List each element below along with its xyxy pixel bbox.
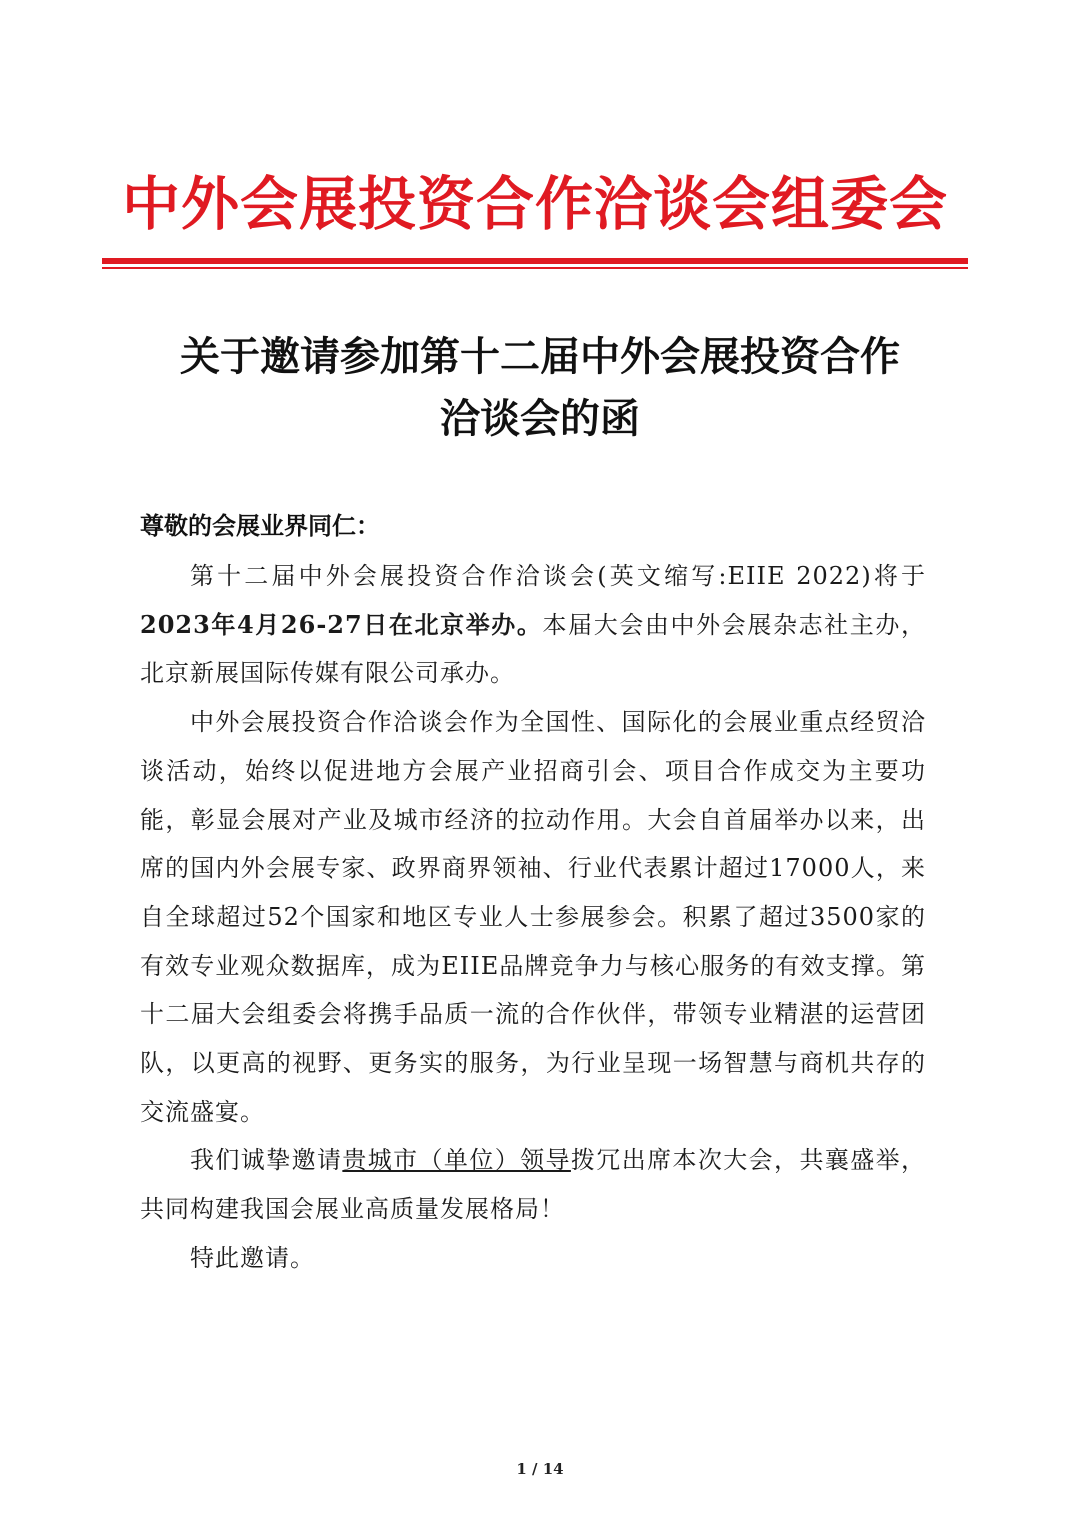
masthead-divider-thick: [102, 258, 968, 264]
paragraph-event-announcement: [140, 552, 926, 698]
paragraph-1-text-a: 第十二届中外会展投资合作洽谈会(英文缩写:EIIE 2022)将于: [190, 562, 926, 590]
document-title-line-1: 关于邀请参加第十二届中外会展投资合作: [180, 333, 900, 380]
invitee-underlined: 贵城市（单位）领导: [342, 1146, 571, 1175]
letter-body: [140, 552, 926, 1283]
paragraph-3-text-a: 我们诚挚邀请: [190, 1146, 343, 1175]
paragraph-invitation: [140, 1136, 926, 1233]
document-title: [120, 326, 960, 450]
paragraph-closing: 特此邀请。: [190, 1243, 315, 1272]
event-date-location: 2023年4月26-27日在北京举办。: [140, 609, 543, 639]
paragraph-event-description: 中外会展投资合作洽谈会作为全国性、国际化的会展业重点经贸洽谈活动，始终以促进地方会展产业招商引会、项目合作成交为主要功能，彰显会展对产业及城市经济的拉动作用。大会自首届举办以来，出席的国内外会展专家、政界商界领袖、行业代表累计超过17000人，来自全球超过52个国家和地区专业人士参展参会。积累了超过3500家的有效专业观众数据库，成为EIIE品牌竞争力与核心服务的有效支撑。第十二届大会组委会将携手品质一流的合作伙伴，带领专业精湛的运营团队，以更高的视野、更务实的服务，为行业呈现一场智慧与商机共存的交流盛宴。: [140, 708, 926, 1126]
paragraph-3-text-b: 拨冗出席本次大会，共襄盛举，共同构建我国会展业高质量发展格局！: [140, 1146, 927, 1224]
page-number: 1 / 14: [516, 1460, 564, 1478]
paragraph-1-text-b: 本届大会由中外会展杂志社主办，北京新展国际传媒有限公司承办。: [140, 610, 926, 688]
salutation: 尊敬的会展业界同仁：: [140, 512, 380, 540]
document-title-line-2: 洽谈会的函: [440, 395, 640, 442]
masthead-divider-thin: [102, 267, 968, 269]
organization-masthead: 中外会展投资合作洽谈会组委会: [121, 170, 948, 238]
